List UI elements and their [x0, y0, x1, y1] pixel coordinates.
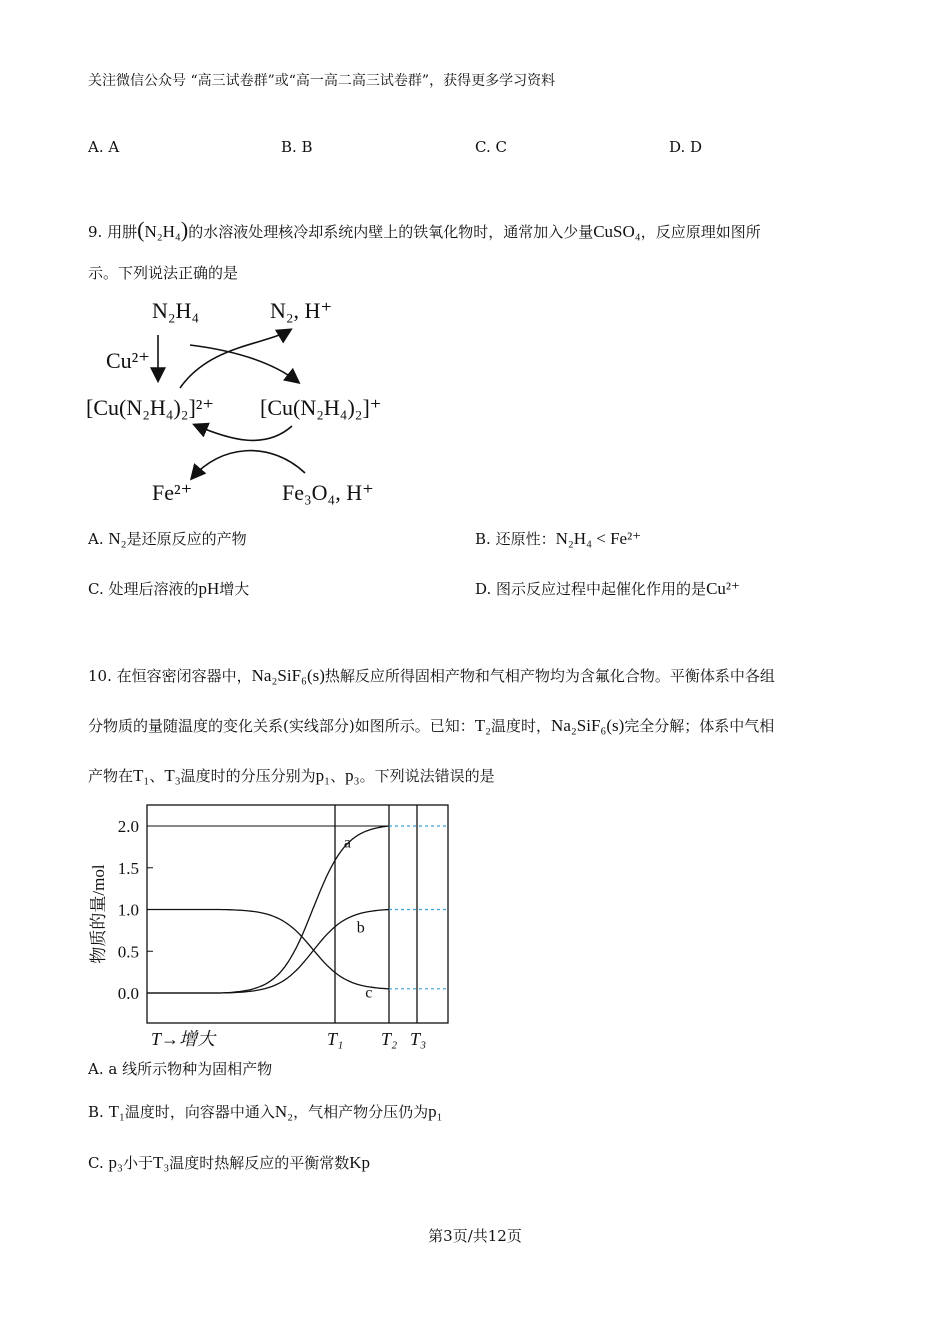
- arrow-lower-cross: [192, 451, 305, 478]
- diagram-fe2plus: Fe²⁺: [152, 480, 193, 505]
- y-tick-label: 2.0: [117, 817, 139, 836]
- series-b-line: [147, 910, 389, 994]
- diagram-fe3o4-h: Fe₃O₄, H⁺: [282, 480, 374, 505]
- q10-stem-line3: 产物在T₁、T₃温度时的分压分别为p₁、p₃。下列说法错误的是: [88, 766, 495, 785]
- q10-option-b: B. T₁温度时，向容器中通入N₂，气相产物分压仍为p₁: [88, 1102, 443, 1121]
- y-tick-label: 1.0: [117, 900, 139, 920]
- q10-option-c: C. p₃小于T₃温度时热解反应的平衡常数Kp: [88, 1153, 371, 1172]
- diagram-n2h4: N₂H₄: [152, 298, 200, 323]
- arrow-upper-right: [180, 330, 290, 388]
- q9-option-a: A. N₂是还原反应的产物: [88, 529, 247, 548]
- series-a-label: a: [343, 834, 351, 852]
- y-tick-label: 0.5: [117, 942, 139, 962]
- arrow-lower-left: [195, 425, 292, 440]
- series-c-line: [147, 910, 389, 989]
- plot-frame: [147, 805, 448, 1023]
- q9-option-b: B. 还原性：N₂H₄ < Fe²⁺: [475, 529, 642, 548]
- q9-hydrazine: N₂H₄: [144, 222, 181, 241]
- q9-option-d: D. 图示反应过程中起催化作用的是Cu²⁺: [475, 579, 740, 598]
- q9-stem-line2: 示。下列说法正确的是: [88, 264, 239, 282]
- header-note: 关注微信公众号 “高三试卷群”或“高一高二高三试卷群”，获得更多学习资料: [88, 73, 556, 89]
- x-mark-label: T₂: [381, 1029, 398, 1049]
- x-axis-label: T→增大: [151, 1029, 216, 1049]
- q8-option-b: B. B: [281, 138, 313, 156]
- y-axis-label: 物质的量/mol: [89, 864, 108, 964]
- species-amount-chart: [80, 795, 460, 1050]
- reaction-cycle-diagram: [80, 290, 410, 515]
- x-mark-label: T₃: [410, 1029, 427, 1049]
- q9-stem-text-2: 的水溶液处理核冷却系统内壁上的铁氧化物时，通常加入少量: [188, 223, 594, 241]
- q9-stem-line1: 9. 用肼(N₂H₄)的水溶液处理核冷却系统内壁上的铁氧化物时，通常加入少量CuSO₄，反应原理如图所: [88, 217, 761, 242]
- q8-option-d: D. D: [669, 138, 703, 156]
- diagram-complex-left: [Cu(N₂H₄)₂]²⁺: [86, 395, 214, 420]
- q9-number: 9.: [88, 223, 103, 241]
- q10-option-a: A. a 线所示物种为固相产物: [88, 1060, 273, 1078]
- q8-option-a: A. A: [88, 138, 120, 156]
- series-b-label: b: [356, 919, 365, 937]
- x-mark-label: T₁: [327, 1029, 344, 1049]
- page-number: 第3页/共12页: [428, 1227, 522, 1245]
- q8-option-c: C. C: [475, 138, 507, 156]
- q10-stem-line2: 分物质的量随温度的变化关系(实线部分)如图所示。已知：T₂温度时，Na₂SiF₆(s)完全分解；体系中气相: [88, 716, 775, 735]
- y-tick-label: 0.0: [117, 984, 139, 1003]
- diagram-complex-right: [Cu(N₂H₄)₂]⁺: [260, 395, 382, 420]
- q10-stem-line1: 10. 在恒容密闭容器中，Na₂SiF₆(s)热解反应所得固相产物和气相产物均为含氟化合物。平衡体系中各组: [88, 666, 775, 685]
- q9-option-c: C. 处理后溶液的pH增大: [88, 579, 250, 598]
- diagram-cu2plus: Cu²⁺: [106, 348, 150, 373]
- q9-stem-text: 用肼: [107, 223, 138, 241]
- q9-cuso4: CuSO₄: [593, 222, 641, 241]
- series-c-label: c: [365, 984, 373, 1002]
- y-tick-label: 1.5: [117, 858, 139, 878]
- q9-stem-text-3: ，反应原理如图所: [640, 223, 761, 241]
- diagram-n2-h: N₂, H⁺: [270, 298, 333, 323]
